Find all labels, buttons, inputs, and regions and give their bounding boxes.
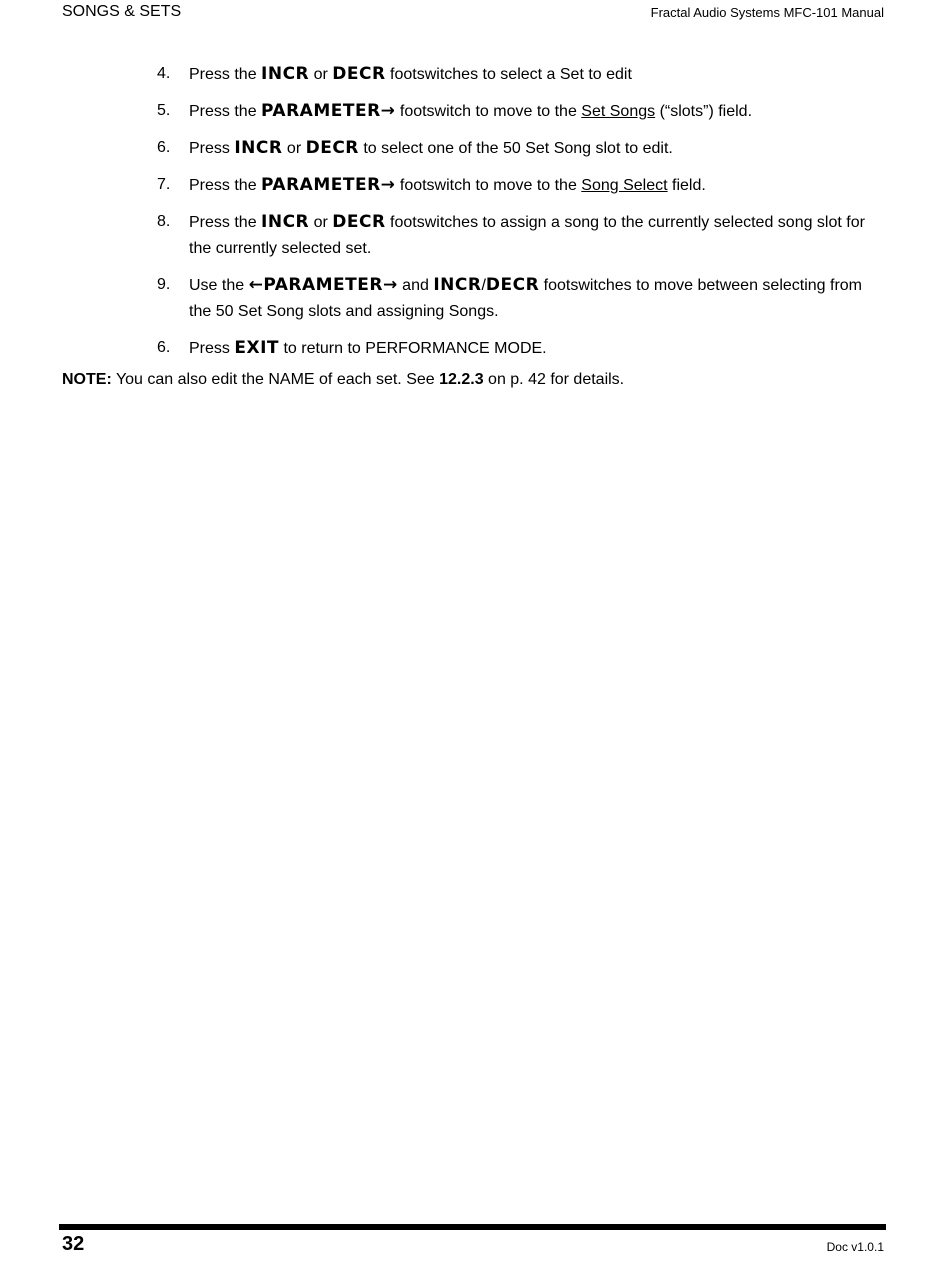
- step-item: [0, 98, 950, 125]
- section-reference: 12.2.3: [439, 371, 484, 388]
- key-decr: DECR: [485, 275, 540, 295]
- step-text: or: [282, 140, 306, 157]
- key-parameter: PARAMETER→: [261, 101, 396, 121]
- step-item: [0, 272, 950, 325]
- field-name-set-songs: Set Songs: [581, 103, 656, 120]
- step-number: 5.: [157, 102, 171, 119]
- page-number: 32: [62, 1233, 85, 1255]
- key-separator: /: [481, 277, 486, 294]
- step-text: to select one of the 50 Set Song slot to edit.: [358, 140, 673, 157]
- step-text: footswitches to move between selecting from the 50 Set Song slots and assigning Songs.: [189, 277, 863, 320]
- note-text: on p. 42 for details.: [483, 371, 625, 388]
- note-text: You can also edit the NAME of each set. See: [111, 371, 440, 388]
- footer-rule: [59, 1224, 886, 1230]
- step-item: [0, 172, 950, 199]
- step-list: [0, 61, 950, 372]
- running-header-manual-title: Fractal Audio Systems MFC-101 Manual: [650, 5, 884, 20]
- step-text: footswitches to assign a song to the currently selected song slot for the currently selected set.: [189, 214, 865, 257]
- step-text: Press: [189, 340, 235, 357]
- step-text: Press the: [189, 66, 262, 83]
- step-text: footswitch to move to the: [395, 177, 582, 194]
- field-name-song-select: Song Select: [581, 177, 668, 194]
- step-number: 8.: [157, 213, 171, 230]
- step-text: (“slots”) field.: [655, 103, 753, 120]
- step-text: Press: [189, 140, 235, 157]
- key-decr: DECR: [305, 138, 359, 158]
- key-incr: INCR: [433, 275, 482, 295]
- note-label: NOTE:: [62, 371, 112, 388]
- key-exit: EXIT: [234, 338, 279, 358]
- key-decr: DECR: [332, 212, 386, 232]
- key-parameter: PARAMETER→: [261, 175, 396, 195]
- key-incr: INCR: [261, 64, 310, 84]
- step-number: 9.: [157, 276, 171, 293]
- key-decr: DECR: [332, 64, 386, 84]
- step-text: or: [309, 214, 333, 231]
- step-item: [0, 335, 950, 362]
- running-header-section: SONGS & SETS: [62, 3, 182, 20]
- step-item: [0, 209, 950, 262]
- step-text: footswitches to select a Set to edit: [385, 66, 632, 83]
- step-text: footswitch to move to the: [395, 103, 582, 120]
- key-parameter: ←PARAMETER→: [248, 275, 398, 295]
- step-text: Press the: [189, 214, 262, 231]
- step-text: or: [309, 66, 333, 83]
- step-item: [0, 135, 950, 162]
- step-text: and: [397, 277, 434, 294]
- step-number: 6.: [157, 139, 171, 156]
- step-number: 6.: [157, 339, 171, 356]
- step-text: Press the: [189, 103, 262, 120]
- step-text: Use the: [189, 277, 249, 294]
- step-text: field.: [667, 177, 706, 194]
- doc-version: Doc v1.0.1: [826, 1240, 884, 1254]
- key-incr: INCR: [234, 138, 283, 158]
- step-number: 4.: [157, 65, 171, 82]
- step-text: to return to PERFORMANCE MODE.: [279, 340, 547, 357]
- step-text: Press the: [189, 177, 262, 194]
- key-incr: INCR: [261, 212, 310, 232]
- note-paragraph: [62, 367, 624, 393]
- step-number: 7.: [157, 176, 171, 193]
- step-item: [0, 61, 950, 88]
